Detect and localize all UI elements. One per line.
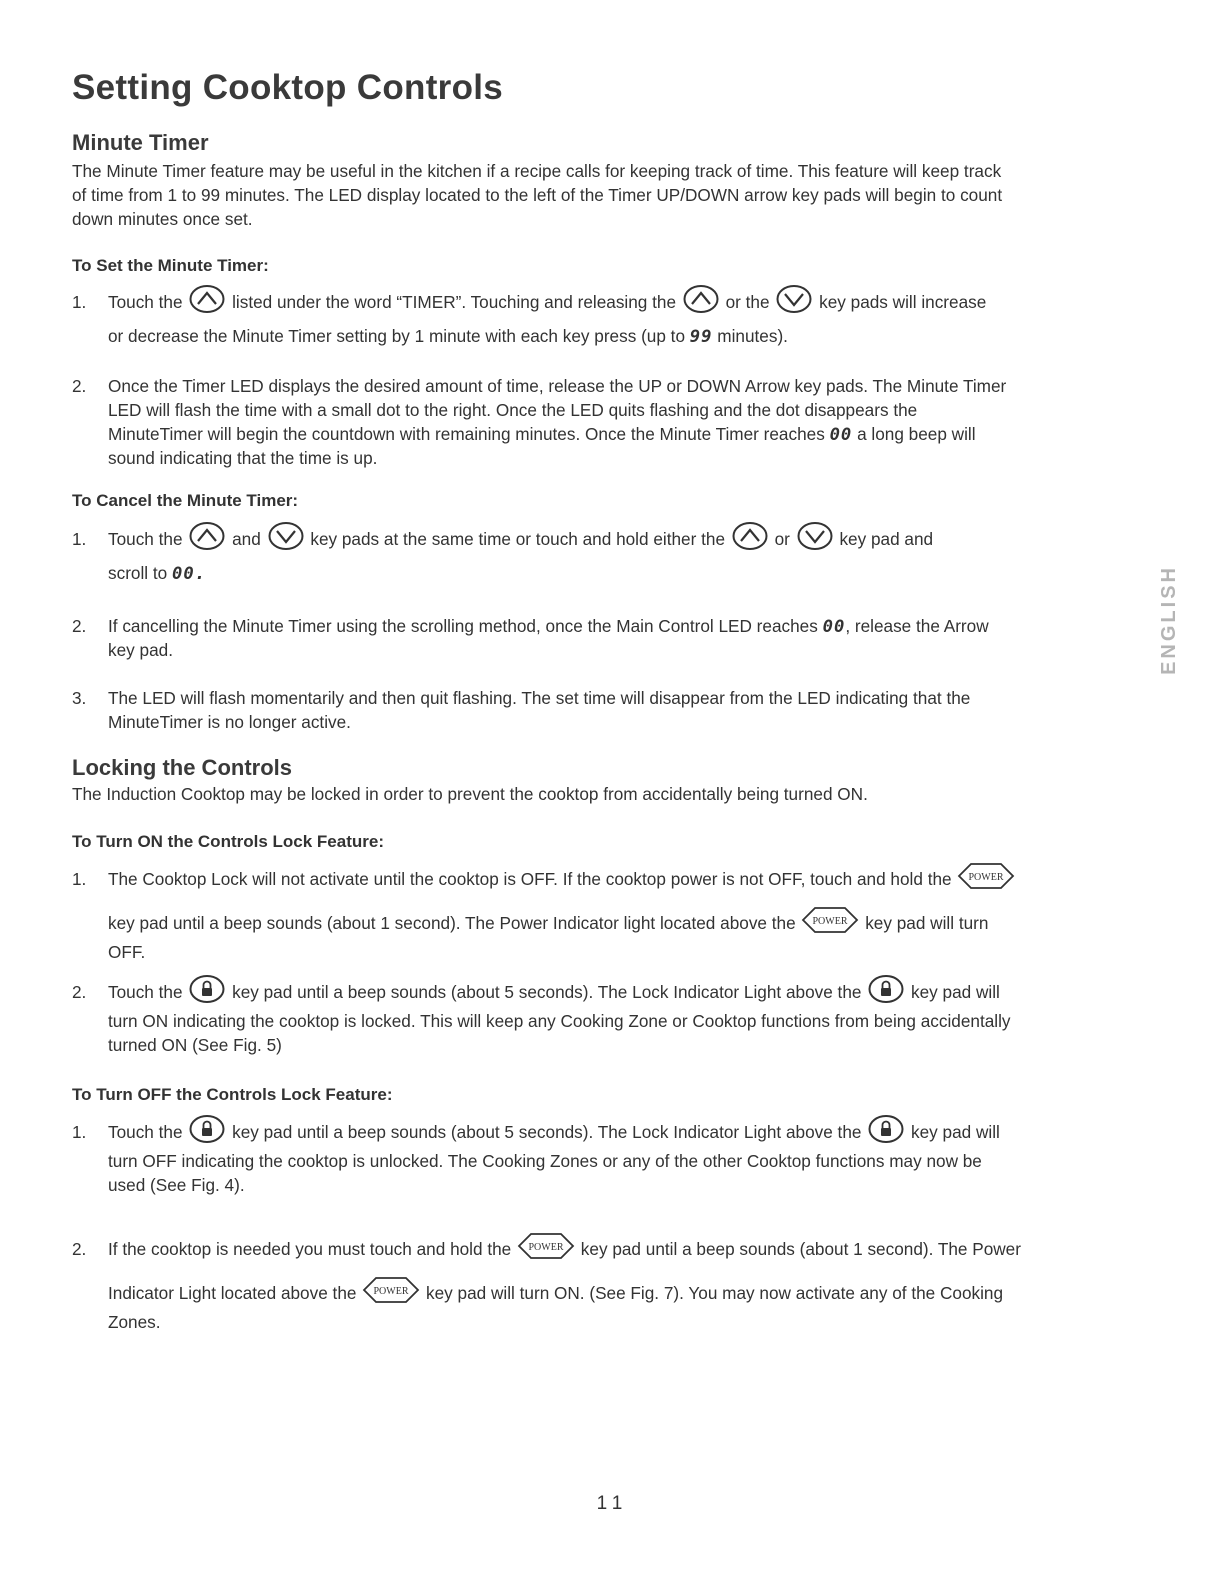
timer-down-icon bbox=[775, 284, 813, 314]
minute-timer-heading: Minute Timer bbox=[72, 130, 209, 155]
led-readout: 00. bbox=[172, 564, 207, 584]
led-readout: 00 bbox=[822, 617, 846, 637]
led-readout: 00 bbox=[829, 425, 853, 445]
lock-on-step-2: 2. Touch the key pad until a beep sounds (about 5 seconds). The Lock Indicator Light above the key pad will turn ON indicating the cooktop is locked. This will keep any Cooking Zone or Cooktop functions from being accidentally turned ON (See Fig. 5) bbox=[72, 975, 1147, 1057]
timer-up-icon bbox=[682, 284, 720, 314]
set-step-1: 1. Touch the listed under the word “TIMER”. Touching and releasing the or the key pads will increase or decrease the Minute Timer setting by 1 minute with each key press (up to 99 minutes). bbox=[72, 285, 1147, 353]
timer-down-icon bbox=[796, 521, 834, 551]
lock-key-icon bbox=[188, 974, 226, 1004]
power-key-icon bbox=[957, 861, 1015, 891]
locking-heading: Locking the Controls bbox=[72, 755, 292, 780]
svg-text:POWER: POWER bbox=[812, 916, 848, 928]
svg-text:POWER: POWER bbox=[373, 1286, 409, 1298]
minute-timer-intro: The Minute Timer feature may be useful in the kitchen if a recipe calls for keeping track of time. This feature will keep track of time from 1 to 99 minutes. The LED display located to the left of the Timer UP/DOWN arrow key pads will begin to count down minutes once set. bbox=[72, 161, 1003, 229]
svg-text:POWER: POWER bbox=[528, 1242, 564, 1254]
timer-up-icon bbox=[188, 521, 226, 551]
lock-on-step-1: 1. The Cooktop Lock will not activate until the cooktop is OFF. If the cooktop power is not OFF, touch and hold the POWER key pad until a beep sounds (about 1 second). The Power Indicator light located above the POWER key pad will turn OFF. bbox=[72, 862, 1147, 964]
lock-off-heading: To Turn OFF the Controls Lock Feature: bbox=[72, 1085, 393, 1104]
svg-text:POWER: POWER bbox=[968, 872, 1004, 884]
language-tab: ENGLISH bbox=[1158, 565, 1180, 675]
timer-up-icon bbox=[188, 284, 226, 314]
lock-key-icon bbox=[867, 974, 905, 1004]
lock-on-heading: To Turn ON the Controls Lock Feature: bbox=[72, 832, 384, 851]
timer-down-icon bbox=[267, 521, 305, 551]
cancel-step-3: 3. The LED will flash momentarily and then quit flashing. The set time will disappear from the LED indicating that the MinuteTimer is no longer active. bbox=[72, 688, 971, 732]
lock-key-icon bbox=[867, 1114, 905, 1144]
cancel-timer-heading: To Cancel the Minute Timer: bbox=[72, 491, 299, 510]
locking-intro: The Induction Cooktop may be locked in order to prevent the cooktop from accidentally being turned ON. bbox=[72, 784, 868, 804]
lock-off-step-1: 1. Touch the key pad until a beep sounds (about 5 seconds). The Lock Indicator Light above the key pad will turn OFF indicating the cooktop is unlocked. The Cooking Zones or any of the other Cooktop functions may now be used (See Fig. 4). bbox=[72, 1115, 1147, 1197]
power-key-icon bbox=[362, 1275, 420, 1305]
page-number: 11 bbox=[596, 1493, 629, 1514]
set-step-2: 2. Once the Timer LED displays the desired amount of time, release the UP or DOWN Arrow key pads. The Minute Timer LED will flash the time with a small dot to the right. Once the LED quits flashing and the dot disappears the MinuteTimer will begin the countdown with remaining minutes. Once the Minute Timer reaches 00 a long beep will sound indicating that the time is up. bbox=[72, 376, 1007, 468]
lock-key-icon bbox=[188, 1114, 226, 1144]
set-timer-heading: To Set the Minute Timer: bbox=[72, 256, 269, 275]
cancel-step-2: 2. If cancelling the Minute Timer using the scrolling method, once the Main Control LED reaches 00, release the Arrow key pad. bbox=[72, 616, 989, 660]
power-key-icon bbox=[517, 1231, 575, 1261]
timer-up-icon bbox=[731, 521, 769, 551]
cancel-step-1: 1. Touch the and key pads at the same time or touch and hold either the or key pad and scroll to 00. bbox=[72, 522, 1147, 590]
page-title: Setting Cooktop Controls bbox=[72, 68, 504, 107]
led-readout: 99 bbox=[689, 327, 713, 347]
power-key-icon bbox=[801, 905, 859, 935]
lock-off-step-2: 2. If the cooktop is needed you must touch and hold the POWER key pad until a beep sounds (about 1 second). The Power Indicator Light located above the POWER key pad will turn ON. (See Fig. 7). You may now activate any of the Cooking Zones. bbox=[72, 1232, 1147, 1334]
